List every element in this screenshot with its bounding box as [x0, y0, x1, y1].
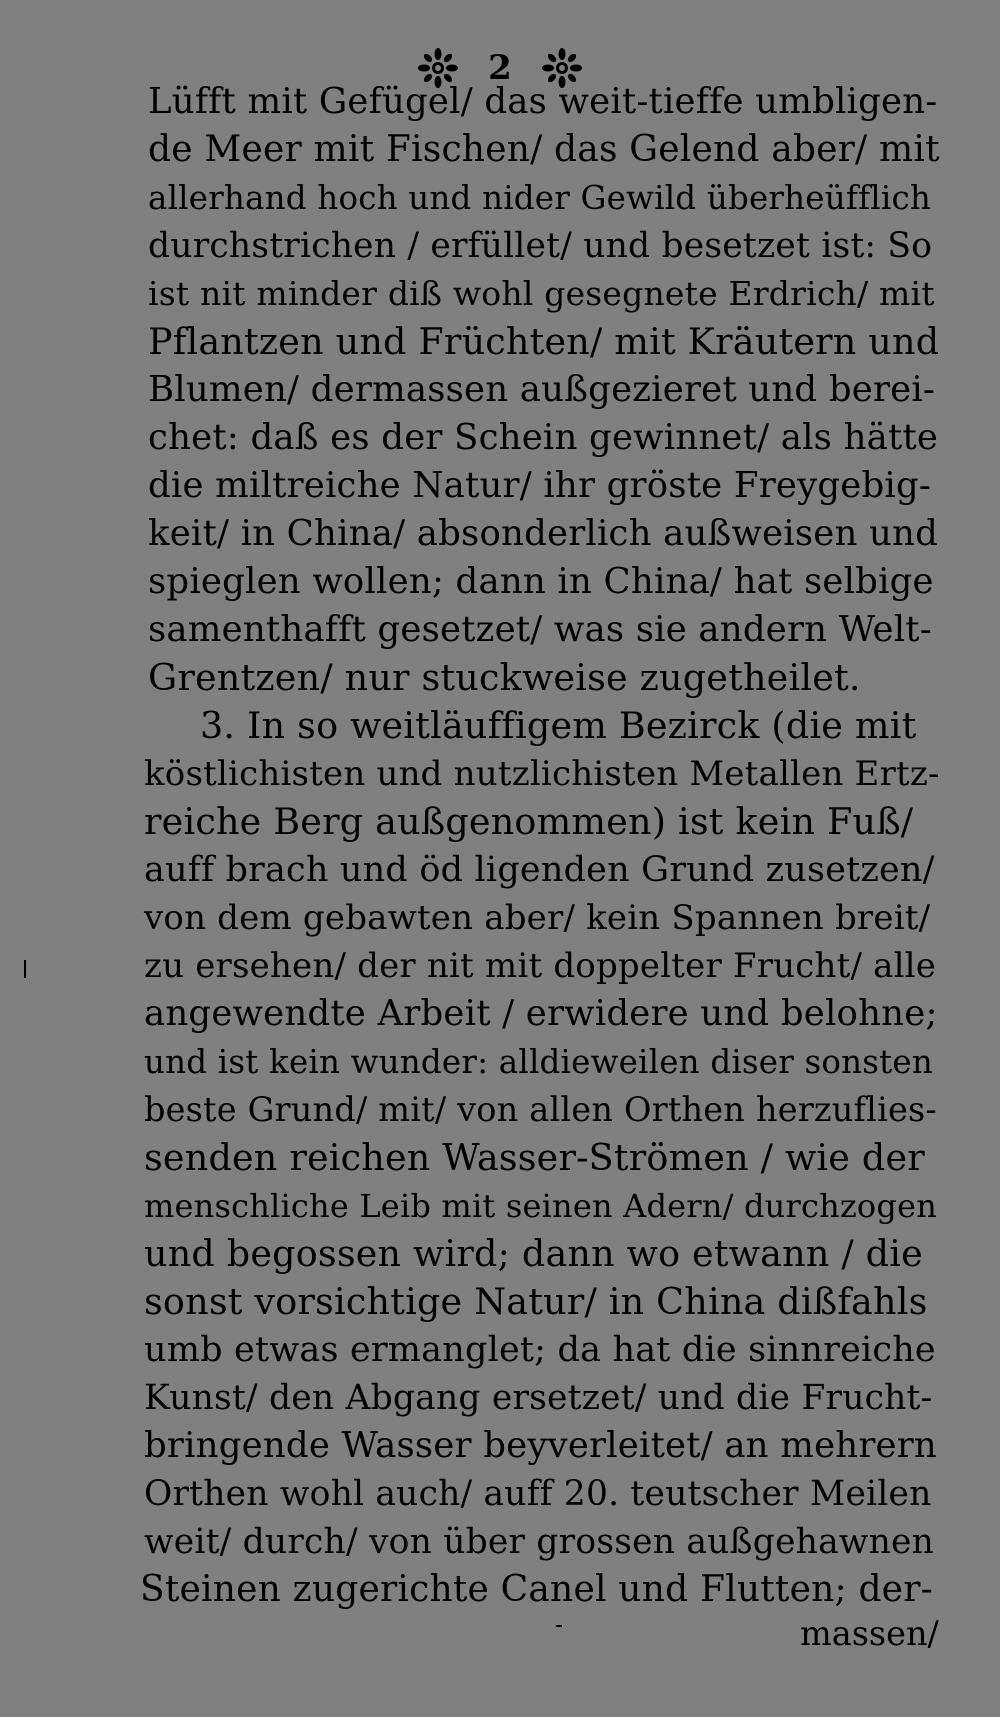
text-line: de Meer mit Fischen/ das Gelend aber/ mit	[148, 129, 940, 170]
page-number: 2	[488, 48, 512, 88]
text-line: durchstrichen / erfüllet/ und besetzet ist: So	[148, 226, 933, 266]
text-line: und begossen wird; dann wo etwann / die	[144, 1232, 923, 1275]
text-line: Lüfft mit Gefügel/ das weit-tieffe umbligen-	[148, 81, 938, 122]
text-line: allerhand hoch und nider Gewild überheüfflich	[148, 179, 932, 217]
text-line: Blumen/ dermassen außgezieret und berei-	[148, 369, 936, 410]
text-line: spieglen wollen; dann in China/ hat selbige	[148, 561, 934, 602]
text-line: samenthafft gesetzet/ was sie andern Welt-	[148, 609, 932, 650]
margin-mark	[24, 960, 26, 978]
text-line: die miltreiche Natur/ ihr gröste Freygebig-	[148, 465, 932, 506]
text-line: köstlichisten und nutzlichisten Metallen Ertz-	[144, 754, 940, 794]
text-line: chet: daß es der Schein gewinnet/ als hätte	[148, 417, 939, 458]
text-line: Steinen zugerichte Canel und Flutten; der-	[140, 1569, 933, 1610]
speck-mark	[556, 1625, 562, 1627]
text-line: Grentzen/ nur stuckweise zugetheilet.	[148, 656, 861, 699]
text-line: menschliche Leib mit seinen Adern/ durchzogen	[144, 1187, 938, 1225]
catchword: massen/	[800, 1614, 939, 1653]
text-line: sonst vorsichtige Natur/ in China dißfahls	[144, 1280, 928, 1323]
text-line: Orthen wohl auch/ auff 20. teutscher Meilen	[144, 1474, 932, 1514]
text-line: Kunst/ den Abgang ersetzet/ und die Frucht-	[144, 1378, 933, 1418]
text-line: umb etwas ermanglet; da hat die sinnreiche	[144, 1330, 936, 1370]
text-line: beste Grund/ mit/ von allen Orthen herzuflies-	[144, 1090, 937, 1129]
text-line: Pflantzen und Früchten/ mit Kräutern und	[148, 320, 940, 363]
text-line: reiche Berg außgenommen) ist kein Fuß/	[144, 800, 914, 843]
text-line: senden reichen Wasser-Strömen / wie der	[144, 1136, 925, 1179]
text-line: zu ersehen/ der nit mit doppelter Frucht/ alle	[144, 946, 937, 986]
text-line: keit/ in China/ absonderlich außweisen und	[148, 513, 939, 554]
text-line: auff brach und öd ligenden Grund zusetzen/	[144, 850, 935, 890]
text-line: 3. In so weitläuffigem Bezirck (die mit	[200, 704, 917, 747]
text-line: und ist kein wunder: alldieweilen diser sonsten	[144, 1043, 933, 1081]
text-line: von dem gebawten aber/ kein Spannen breit/	[144, 898, 931, 938]
text-line: angewendte Arbeit / erwidere und belohne;	[144, 993, 938, 1034]
text-line: weit/ durch/ von über grossen außgehawnen	[144, 1522, 935, 1562]
text-line: bringende Wasser beyverleitet/ an mehrern	[144, 1425, 937, 1466]
text-line: ist nit minder diß wohl gesegnete Erdrich/ mit	[148, 274, 935, 313]
